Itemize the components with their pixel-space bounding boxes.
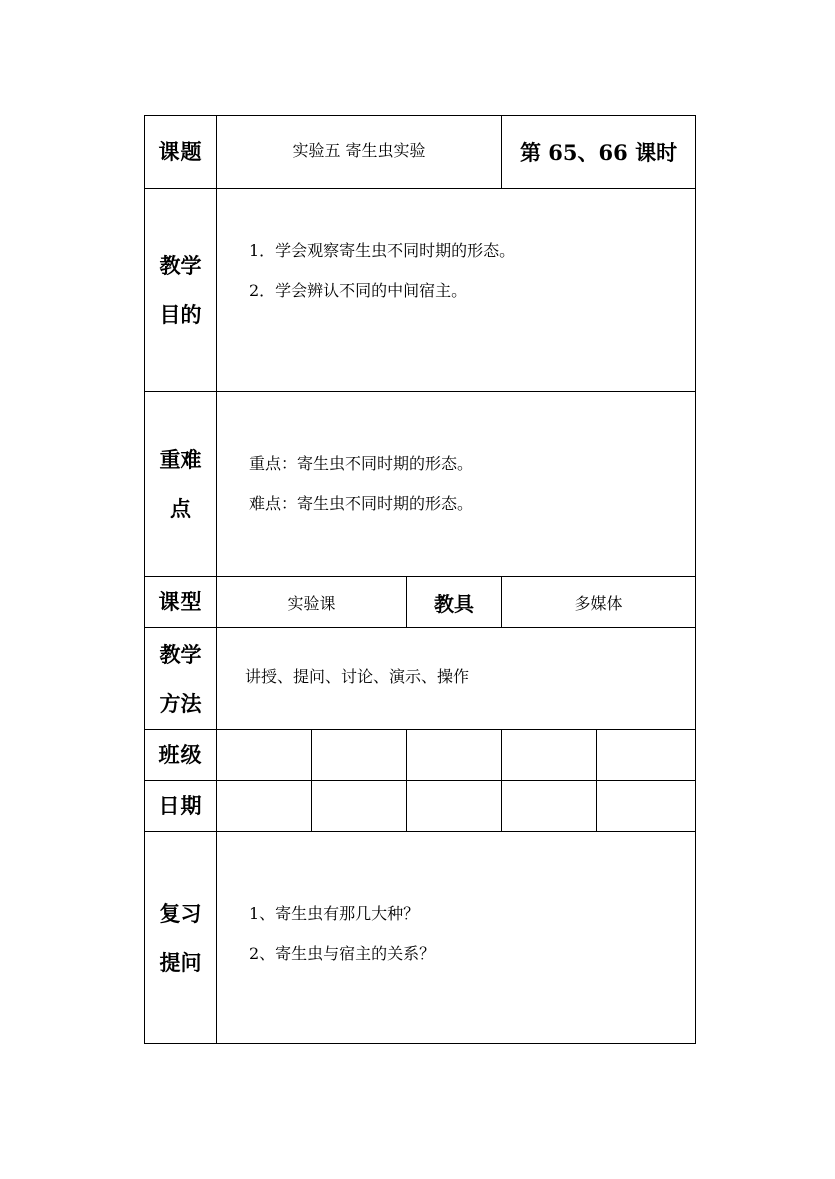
date-cell xyxy=(407,781,502,832)
objectives-row xyxy=(145,189,696,392)
review-item-2: 2、寄生虫与宿主的关系？ xyxy=(249,943,436,963)
topic-row xyxy=(145,116,696,189)
topic-value: 实验五 寄生虫实验 xyxy=(217,116,502,189)
key-points-label xyxy=(145,392,217,577)
date-cell xyxy=(597,781,696,832)
review-label xyxy=(145,832,217,1044)
objectives-content xyxy=(217,189,696,392)
lesson-type-row xyxy=(145,577,696,628)
review-label-line1: 复习 xyxy=(159,900,202,926)
class-cell xyxy=(597,730,696,781)
class-cell xyxy=(502,730,597,781)
topic-label: 课题 xyxy=(145,116,217,189)
class-cell xyxy=(217,730,312,781)
key-points-row xyxy=(145,392,696,577)
key-point-item-1: 重点：寄生虫不同时期的形态。 xyxy=(249,454,474,473)
key-points-label-line1: 重难 xyxy=(159,447,202,472)
objective-item-1: 1．学会观察寄生虫不同时期的形态。 xyxy=(249,241,516,260)
objective-item-2: 2．学会辨认不同的中间宿主。 xyxy=(249,281,468,300)
tools-label: 教具 xyxy=(407,577,502,628)
period-value: 第 65、66 课时 xyxy=(502,116,696,189)
review-content xyxy=(217,832,696,1044)
key-point-item-2: 难点：寄生虫不同时期的形态。 xyxy=(249,494,474,513)
date-cell xyxy=(217,781,312,832)
methods-label xyxy=(145,628,217,730)
date-row xyxy=(145,781,696,832)
lesson-type-value: 实验课 xyxy=(217,577,407,628)
objectives-label-line2: 目的 xyxy=(159,302,202,327)
methods-row xyxy=(145,628,696,730)
class-label: 班级 xyxy=(145,730,217,781)
date-cell xyxy=(502,781,597,832)
methods-label-line2: 方法 xyxy=(159,690,202,716)
review-item-1: 1、寄生虫有那几大种？ xyxy=(249,903,420,923)
objectives-label xyxy=(145,189,217,392)
review-label-line2: 提问 xyxy=(159,949,202,975)
methods-label-line1: 教学 xyxy=(159,641,202,667)
key-points-content xyxy=(217,392,696,577)
date-label: 日期 xyxy=(145,781,217,832)
methods-value: 讲授、提问、讨论、演示、操作 xyxy=(217,628,696,730)
key-points-label-line2: 点 xyxy=(170,496,191,521)
class-row xyxy=(145,730,696,781)
class-cell xyxy=(312,730,407,781)
lesson-plan-table xyxy=(144,115,696,1044)
lesson-type-label: 课型 xyxy=(145,577,217,628)
review-row xyxy=(145,832,696,1044)
tools-value: 多媒体 xyxy=(502,577,696,628)
class-cell xyxy=(407,730,502,781)
objectives-label-line1: 教学 xyxy=(159,253,202,278)
date-cell xyxy=(312,781,407,832)
